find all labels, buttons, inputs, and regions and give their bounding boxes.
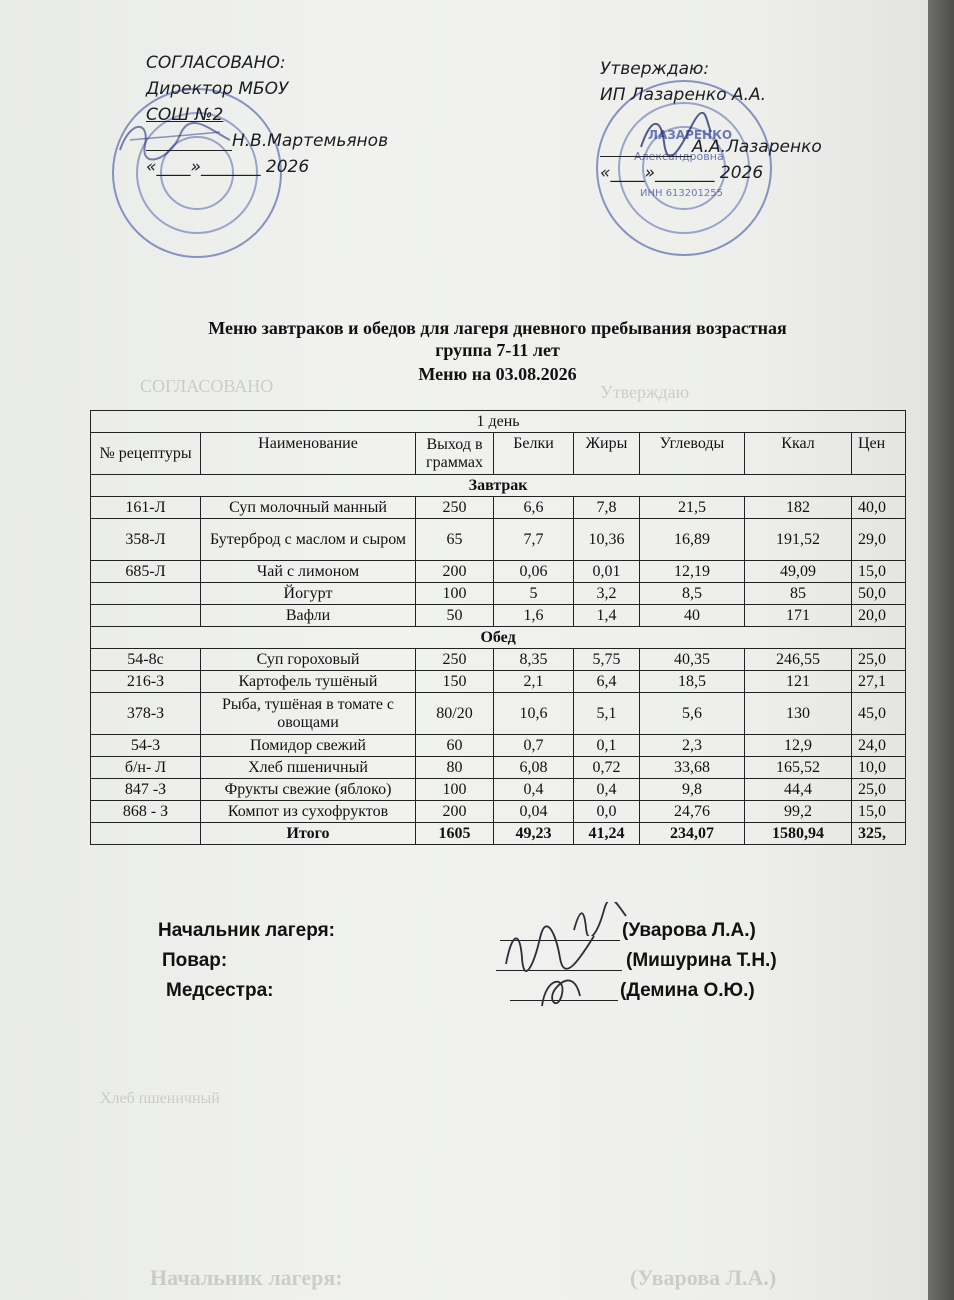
cell-carbs: 21,5 — [640, 497, 745, 519]
table-row — [91, 561, 906, 583]
cell-fat: 0,1 — [574, 735, 640, 757]
show-through-text: Хлеб пшеничный — [100, 1090, 220, 1107]
table-row — [91, 519, 906, 561]
cell-yield: 60 — [416, 735, 494, 757]
cell-kcal: 246,55 — [745, 649, 852, 671]
cell-name: Йогурт — [201, 583, 416, 605]
show-through-text: (Уварова Л.А.) — [630, 1265, 777, 1290]
header-protein: Белки — [494, 433, 574, 475]
cell-price: 25,0 — [852, 779, 906, 801]
cell-fat: 1,4 — [574, 605, 640, 627]
cell-name: Бутерброд с маслом и сыром — [201, 519, 416, 561]
cell-name: Хлеб пшеничный — [201, 757, 416, 779]
cell-name: Суп молочный манный — [201, 497, 416, 519]
cell-kcal: 12,9 — [745, 735, 852, 757]
cell-no: 54-8с — [91, 649, 201, 671]
cell-no — [91, 605, 201, 627]
cell-carbs: 5,6 — [640, 693, 745, 735]
cell-name: Суп гороховый — [201, 649, 416, 671]
cell-fat: 0,4 — [574, 779, 640, 801]
cell-yield: 250 — [416, 497, 494, 519]
approval-date: «____»_______ 2026 — [146, 157, 310, 177]
approval-date: «____»_______ 2026 — [600, 163, 764, 183]
cook-signature — [500, 924, 600, 972]
approval-signer: Н.В.Мартемьянов — [232, 131, 389, 151]
cell-fat: 5,75 — [574, 649, 640, 671]
cell-yield: 150 — [416, 671, 494, 693]
section-row — [91, 627, 906, 649]
cell-kcal: 165,52 — [745, 757, 852, 779]
total-row — [91, 823, 906, 845]
cell-price: 24,0 — [852, 735, 906, 757]
cell-protein: 0,06 — [494, 561, 574, 583]
cell-protein: 6,6 — [494, 497, 574, 519]
cell-yield: 80 — [416, 757, 494, 779]
cell-protein: 2,1 — [494, 671, 574, 693]
header-row — [91, 433, 906, 475]
show-through-text: Начальник лагеря: — [150, 1265, 343, 1290]
cell-carbs: 12,19 — [640, 561, 745, 583]
cell-fat: 0,72 — [574, 757, 640, 779]
cell-carbs: 9,8 — [640, 779, 745, 801]
cell-yield: 200 — [416, 801, 494, 823]
cell-no: 358-Л — [91, 519, 201, 561]
total-kcal: 1580,94 — [745, 823, 852, 845]
cell-name: Чай с лимоном — [201, 561, 416, 583]
cell-kcal: 121 — [745, 671, 852, 693]
cell-yield: 50 — [416, 605, 494, 627]
signature-role: Медсестра: — [166, 980, 274, 1001]
cell-price: 40,0 — [852, 497, 906, 519]
cell-kcal: 85 — [745, 583, 852, 605]
total-yield: 1605 — [416, 823, 494, 845]
total-carbs: 234,07 — [640, 823, 745, 845]
cell-no: б/н- Л — [91, 757, 201, 779]
cell-no: 868 - З — [91, 801, 201, 823]
table-row — [91, 801, 906, 823]
table-row — [91, 583, 906, 605]
table-row — [91, 497, 906, 519]
cell-carbs: 40 — [640, 605, 745, 627]
cell-protein: 0,04 — [494, 801, 574, 823]
section-row — [91, 475, 906, 497]
cell-fat: 10,36 — [574, 519, 640, 561]
cell-fat: 7,8 — [574, 497, 640, 519]
cell-protein: 5 — [494, 583, 574, 605]
approval-signer: А.А.Лазаренко — [692, 137, 822, 157]
header-fat: Жиры — [574, 433, 640, 475]
cell-protein: 0,7 — [494, 735, 574, 757]
cell-kcal: 130 — [745, 693, 852, 735]
header-carbs: Углеводы — [640, 433, 745, 475]
total-protein: 49,23 — [494, 823, 574, 845]
header-kcal: Ккал — [745, 433, 852, 475]
cell-kcal: 182 — [745, 497, 852, 519]
seal-text: ЛАЗАРЕНКО — [648, 128, 733, 142]
signature-name: (Уварова Л.А.) — [622, 920, 756, 941]
cell-name: Фрукты свежие (яблоко) — [201, 779, 416, 801]
cell-kcal: 44,4 — [745, 779, 852, 801]
section-lunch: Обед — [91, 627, 906, 649]
table-row — [91, 735, 906, 757]
header-yield: Выход в граммах — [416, 433, 494, 475]
cell-no: 847 -З — [91, 779, 201, 801]
header-name: Наименование — [201, 433, 416, 475]
cell-no: 216-З — [91, 671, 201, 693]
cell-name: Помидор свежий — [201, 735, 416, 757]
cell-yield: 80/20 — [416, 693, 494, 735]
approval-heading: Утверждаю: — [600, 59, 710, 79]
total-fat: 41,24 — [574, 823, 640, 845]
approval-school: СОШ №2 — [146, 105, 224, 125]
section-breakfast: Завтрак — [91, 475, 906, 497]
cell-name: Вафли — [201, 605, 416, 627]
cell-fat: 0,01 — [574, 561, 640, 583]
menu-title-line2: группа 7-11 лет — [435, 340, 560, 360]
cell-price: 15,0 — [852, 801, 906, 823]
cell-protein: 0,4 — [494, 779, 574, 801]
menu-table — [90, 410, 906, 845]
cell-no — [91, 583, 201, 605]
approval-org: ИП Лазаренко А.А. — [600, 85, 767, 105]
day-label: 1 день — [91, 411, 906, 433]
cell-name: Рыба, тушёная в томате с овощами — [201, 693, 416, 735]
cell-price: 10,0 — [852, 757, 906, 779]
signature-line — [146, 150, 232, 151]
cell-name: Картофель тушёный — [201, 671, 416, 693]
table-row — [91, 757, 906, 779]
table-row — [91, 693, 906, 735]
day-row — [91, 411, 906, 433]
cell-kcal: 171 — [745, 605, 852, 627]
cell-price: 45,0 — [852, 693, 906, 735]
signature-role: Повар: — [162, 950, 228, 971]
cell-price: 29,0 — [852, 519, 906, 561]
cell-kcal: 49,09 — [745, 561, 852, 583]
cell-fat: 6,4 — [574, 671, 640, 693]
cell-fat: 0,0 — [574, 801, 640, 823]
menu-title-line1: Меню завтраков и обедов для лагеря дневного пребывания возрастная — [208, 318, 787, 338]
cell-name: Компот из сухофруктов — [201, 801, 416, 823]
signature-role: Начальник лагеря: — [158, 920, 335, 941]
page-edge-background — [928, 0, 954, 1300]
cell-yield: 250 — [416, 649, 494, 671]
cell-fat: 3,2 — [574, 583, 640, 605]
cell-carbs: 8,5 — [640, 583, 745, 605]
table-row — [91, 671, 906, 693]
cell-protein: 6,08 — [494, 757, 574, 779]
cell-price: 50,0 — [852, 583, 906, 605]
cell-yield: 100 — [416, 583, 494, 605]
show-through-text: СОГЛАСОВАНО — [140, 376, 274, 396]
seal-text: Александровна — [634, 150, 724, 163]
cell-price: 20,0 — [852, 605, 906, 627]
header-price: Цен — [852, 433, 906, 475]
header-recipe-no: № рецептуры — [91, 433, 201, 475]
cell-fat: 5,1 — [574, 693, 640, 735]
table-row — [91, 649, 906, 671]
cell-protein: 7,7 — [494, 519, 574, 561]
cell-price: 27,1 — [852, 671, 906, 693]
cell-protein: 10,6 — [494, 693, 574, 735]
cell-yield: 100 — [416, 779, 494, 801]
cell-carbs: 18,5 — [640, 671, 745, 693]
cell-carbs: 40,35 — [640, 649, 745, 671]
cell-carbs: 24,76 — [640, 801, 745, 823]
cell-carbs: 33,68 — [640, 757, 745, 779]
cell-price: 25,0 — [852, 649, 906, 671]
cell-yield: 65 — [416, 519, 494, 561]
signature-name: (Мишурина Т.Н.) — [626, 950, 777, 971]
cell-protein: 8,35 — [494, 649, 574, 671]
table-row — [91, 779, 906, 801]
nurse-signature — [536, 970, 586, 1014]
seal-text: ИНН 613201255 — [640, 188, 723, 199]
cell-no: 161-Л — [91, 497, 201, 519]
cell-no: 685-Л — [91, 561, 201, 583]
cell-no: 54-3 — [91, 735, 201, 757]
approval-position: Директор МБОУ — [146, 79, 289, 99]
show-through-text: Утверждаю — [600, 382, 690, 402]
cell-kcal: 99,2 — [745, 801, 852, 823]
total-price: 325, — [852, 823, 906, 845]
approval-heading: СОГЛАСОВАНО: — [146, 53, 286, 73]
cell-carbs: 16,89 — [640, 519, 745, 561]
cell-price: 15,0 — [852, 561, 906, 583]
total-no — [91, 823, 201, 845]
signature-line — [600, 156, 692, 157]
cell-no: 378-З — [91, 693, 201, 735]
menu-date: Меню на 03.08.2026 — [418, 364, 577, 384]
cell-kcal: 191,52 — [745, 519, 852, 561]
table-row — [91, 605, 906, 627]
cell-protein: 1,6 — [494, 605, 574, 627]
signature-name: (Демина О.Ю.) — [620, 980, 755, 1001]
cell-carbs: 2,3 — [640, 735, 745, 757]
cell-yield: 200 — [416, 561, 494, 583]
total-label: Итого — [201, 823, 416, 845]
